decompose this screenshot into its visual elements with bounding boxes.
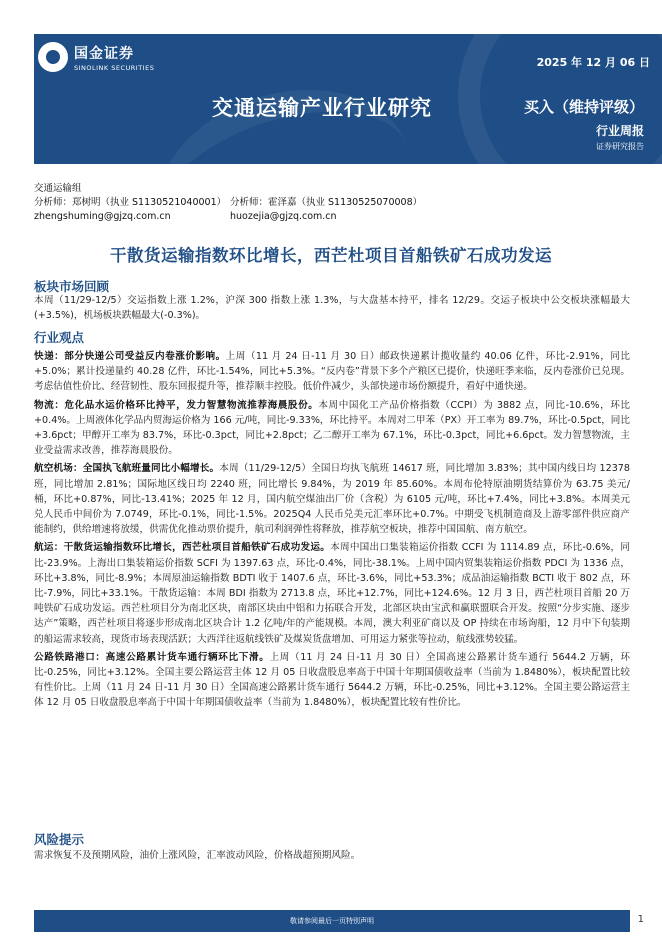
page-number: 1 (637, 914, 644, 925)
paragraph-text: 本周中国化工产品价格指数（CCPI）为 3882 点，同比-10.6%，环比+0.4%。上周液体化学品内贸海运价格为 166 元/吨，同比-9.33%，环比持平。本周对二甲苯（PX）开工率为 89.7%，环比-0.5pct，同比+3.6pct；甲醇开工率为 83.7%，环比-0.3pct，同比+2.8pct；乙二醇开工率为 67.1%，环比-0.3pct，同比+6.6pct。发力智慧物流，主业受益需求改善，推荐海晨股份。 (34, 399, 630, 457)
report-title: 交通运输产业行业研究 (212, 96, 432, 120)
paragraph-lead: 航运：干散货运输指数环比增长，西芒杜项目首船铁矿石成功发运。 (34, 542, 331, 554)
footer-disclaimer[interactable]: 敬请参阅最后一页特别声明 (290, 917, 374, 925)
report-type: 证券研究报告 (596, 142, 644, 151)
section-risk: 风险提示 (34, 832, 85, 847)
paragraph-shipping (34, 540, 630, 646)
footer-bar (34, 910, 630, 932)
paragraph-highway (34, 650, 630, 711)
paragraph-text: 本周中国出口集装箱运价指数 CCFI 为 1114.89 点，环比-0.6%，同比-23.9%。上海出口集装箱运价指数 SCFI 为 1397.63 点，环比-0.4%，同比-38.1%。上周中国内贸集装箱运价指数 PDCI 为 1336 点，环比+3.8%，同比-8.9%；本周原油运输指数 BDTI 收于 1407.6 点，环比-3.6%，同比+53.3%；成品油运输指数 BCTI 收于 802 点，环比-7.9%，同比+33.1%。干散货运输：本周 BDI 指数为 2713.8 点，环比+12.7%，同比+124.6%。12 月 3 日，西芒杜项目首船 20 万吨铁矿石成功发运。西芒杜项目分为南北区块，南部区块由中铝和力拓联合开发，北部区块由宝武和赢联盟联合开发。按照“分步实施、逐步达产”策略，西芒杜项目将逐步形成南北区块合计 1.2 亿吨/年的产能规模。本周，澳大利亚矿商以及 OP 持续在市场询船，12 月中下旬装期的船运需求较高，现货市场表现活跃；大西洋往返航线铁矿及煤炭货盘增加、可用运力紧张等拉动，航线涨势较猛。 (34, 542, 631, 645)
paragraph-lead: 航空机场：全国执飞航班量同比小幅增长。 (34, 463, 220, 475)
logo-icon (38, 42, 68, 72)
market-review-text: 本周（11/29-12/5）交运指数上涨 1.2%，沪深 300 指数上涨 1.3%，与大盘基本持平，排名 12/29。交运子板块中公交板块涨幅最大(+3.5%)，机场板块跌幅最大(-0.3%)。 (34, 295, 630, 322)
paragraph-express (34, 349, 630, 395)
viewpoint-body (34, 349, 630, 711)
paragraph-text: 上周（11 月 24 日-11 月 30 日）全国高速公路累计货车通行 5644.2 万辆，环比-0.25%，同比+3.12%。全国主要公路运营主体 12 月 05 日收盘股息率高于中国十年期国债收益率（当前为 1.8480%），板块配置比较有性价比。上周（11 月 24 日-11 月 30 日）全国高速公路累计货车通行 5644.2 万辆，环比-0.25%，同比+3.12%。全国主要公路运营主体 12 月 05 日收盘股息率高于中国十年期国债收益率（当前为 1.8480%），板块配置比较有性价比。 (34, 651, 631, 709)
section-viewpoint: 行业观点 (34, 330, 85, 345)
paragraph-text: 本周（11/29-12/5）全国日均执飞航班 14617 班，同比增加 3.83%；其中国内线日均 12378 班，同比增加 2.81%；国际地区线日均 2240 班，同比增长 9.84%，为 2019 年 85.60%。本周布伦特原油期货结算价为 63.75 美元/桶，环比+0.87%，同比-13.41%；2025 年 12 月，国内航空煤油出厂价（含税）为 6105 元/吨，环比+7.4%，同比+3.8%。本周美元兑人民币中间价为 7.0749，环比-0.1%，同比-1.5%。2025Q4 人民币兑美元汇率环比+0.7%。中期受飞机制造商及上游零部件供应商产能制约，供给增速将放缓，供需优化推动票价提升，航司利润弹性将释放，推荐航空板块，推荐中国国航、南方航空。 (34, 463, 631, 536)
paragraph-aviation (34, 461, 630, 537)
paragraph-lead: 物流：危化品水运价格环比持平，发力智慧物流推荐海晨股份。 (34, 399, 319, 411)
analyst-info (34, 182, 422, 224)
section-market-review: 板块市场回顾 (34, 279, 110, 294)
company-logo (38, 42, 154, 72)
headline: 干散货运输指数环比增长，西芒杜项目首船铁矿石成功发运 (110, 246, 552, 265)
logo-name-en: SINOLINK SECURITIES (74, 63, 155, 72)
analyst-1: 分析师：郑树明（执业 S1130521040001） (34, 197, 227, 208)
report-kind: 行业周报 (595, 124, 644, 138)
group-name: 交通运输组 (34, 183, 82, 194)
risk-text: 需求恢复不及预期风险，油价上涨风险，汇率波动风险，价格战超预期风险。 (34, 850, 361, 861)
analyst-2-email[interactable]: huozejia@gjzq.com.cn (230, 211, 337, 222)
logo-name: 国金证券 (74, 45, 134, 62)
paragraph-text: 上周（11 月 24 日-11 月 30 日）邮政快递累计揽收量约 40.06 亿件，环比-2.91%，同比+5.0%；累计投递量约 40.28 亿件，环比-1.54%，同比+5.3%。“反内卷”背景下多个产粮区已提价，快递旺季来临，反内卷涨价已兑现。考虑估值性价比、经营韧性、股东回报提升等，推荐顺丰控股。低价件减少，头部快递市场份额提升，看好中通快递。 (34, 351, 631, 393)
paragraph-lead: 公路铁路港口：高速公路累计货车通行辆环比下滑。 (34, 651, 270, 663)
analyst-2: 分析师：霍泽嘉（执业 S1130525070008） (230, 197, 423, 208)
paragraph-lead: 快递：部分快递公司受益反内卷涨价影响。 (34, 351, 226, 362)
report-date: 2025 年 12 月 06 日 (536, 56, 650, 69)
paragraph-logistics (34, 398, 630, 459)
rating: 买入（维持评级） (523, 98, 644, 116)
analyst-1-email[interactable]: zhengshuming@gjzq.com.cn (34, 211, 171, 222)
